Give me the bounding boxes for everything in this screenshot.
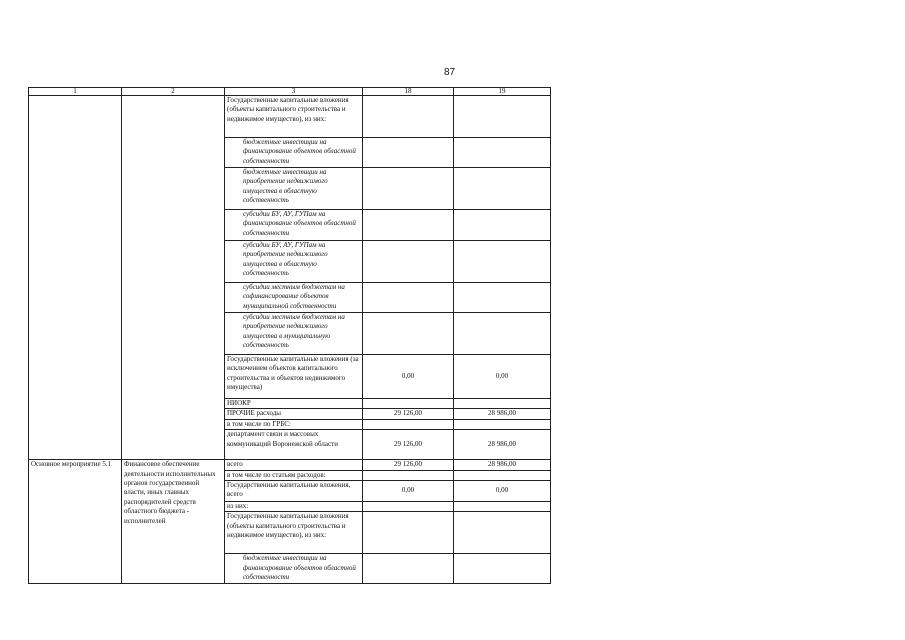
value-18 bbox=[363, 168, 454, 210]
item-cell: Государственные капитальные вложения (объекты капитального строительства и недвижимое имущество), из них: bbox=[225, 96, 363, 138]
value-18 bbox=[363, 241, 454, 283]
item-cell: в том числе по статьям расходов: bbox=[225, 470, 363, 480]
value-19 bbox=[454, 241, 551, 283]
page-number: 87 bbox=[444, 67, 456, 78]
item-cell: всего bbox=[225, 460, 363, 470]
value-18: 29 126,00 bbox=[363, 409, 454, 419]
header-cell: 1 bbox=[29, 88, 122, 96]
value-19 bbox=[454, 168, 551, 210]
value-18 bbox=[363, 512, 454, 554]
item-cell: субсидии местным бюджетам на приобретение недвижимого имущества в муниципальную собственность bbox=[225, 313, 363, 355]
value-19 bbox=[454, 96, 551, 138]
value-19: 28 986,00 bbox=[454, 430, 551, 460]
value-18 bbox=[363, 283, 454, 313]
value-19 bbox=[454, 210, 551, 241]
header-cell: 2 bbox=[122, 88, 225, 96]
col1-cell bbox=[29, 96, 122, 460]
item-cell: НИОКР bbox=[225, 399, 363, 409]
item-cell: субсидии БУ, АУ, ГУПам на финансирование объектов областной собственности bbox=[225, 210, 363, 241]
budget-table bbox=[28, 87, 551, 584]
value-19 bbox=[454, 502, 551, 512]
value-19: 0,00 bbox=[454, 355, 551, 399]
value-18 bbox=[363, 210, 454, 241]
item-cell: бюджетные инвестиции на финансирование объектов областной собственности bbox=[225, 554, 363, 584]
col2-cell bbox=[122, 96, 225, 460]
item-cell: ПРОЧИЕ расходы bbox=[225, 409, 363, 419]
header-row bbox=[29, 88, 551, 96]
value-18 bbox=[363, 502, 454, 512]
header-cell: 3 bbox=[225, 88, 363, 96]
item-cell: субсидии БУ, АУ, ГУПам на приобретение недвижимого имущества в областную собственность bbox=[225, 241, 363, 283]
value-19 bbox=[454, 138, 551, 168]
value-18 bbox=[363, 419, 454, 429]
item-cell: субсидии местным бюджетам на софинансирование объектов муниципальной собственности bbox=[225, 283, 363, 313]
value-19: 28 986,00 bbox=[454, 460, 551, 470]
col2-cell: Финансовое обеспечение деятельности исполнительных органов государственной власти, иных главных распорядителей средств областного бюджета - исполнителей bbox=[122, 460, 225, 584]
value-18 bbox=[363, 96, 454, 138]
item-cell: бюджетные инвестиции на финансирование объектов областной собственности bbox=[225, 138, 363, 168]
value-19 bbox=[454, 399, 551, 409]
value-19 bbox=[454, 470, 551, 480]
value-18: 29 126,00 bbox=[363, 460, 454, 470]
value-18 bbox=[363, 554, 454, 584]
item-cell: бюджетные инвестиции на приобретение недвижимого имущества в областную собственность bbox=[225, 168, 363, 210]
value-19: 0,00 bbox=[454, 481, 551, 502]
table-row bbox=[29, 96, 551, 138]
item-cell: департамент связи и массовых коммуникаций Воронежской области bbox=[225, 430, 363, 460]
value-18 bbox=[363, 470, 454, 480]
value-19 bbox=[454, 283, 551, 313]
value-19 bbox=[454, 554, 551, 584]
value-19 bbox=[454, 419, 551, 429]
header-cell: 18 bbox=[363, 88, 454, 96]
value-19 bbox=[454, 512, 551, 554]
value-18 bbox=[363, 138, 454, 168]
item-cell: Государственные капитальные вложения, всего bbox=[225, 481, 363, 502]
value-18: 0,00 bbox=[363, 481, 454, 502]
value-19 bbox=[454, 313, 551, 355]
col1-cell: Основное мероприятие 5.1 bbox=[29, 460, 122, 584]
value-18 bbox=[363, 399, 454, 409]
item-cell: из них: bbox=[225, 502, 363, 512]
value-18: 29 126,00 bbox=[363, 430, 454, 460]
table-row bbox=[29, 460, 551, 470]
item-cell: Государственные капитальные вложения (за исключением объектов капитального строительства и объектов недвижимого имущества) bbox=[225, 355, 363, 399]
value-18 bbox=[363, 313, 454, 355]
item-cell: Государственные капитальные вложения (объекты капитального строительства и недвижимое имущество), из них: bbox=[225, 512, 363, 554]
value-19: 28 986,00 bbox=[454, 409, 551, 419]
value-18: 0,00 bbox=[363, 355, 454, 399]
item-cell: в том числе по ГРБС: bbox=[225, 419, 363, 429]
header-cell: 19 bbox=[454, 88, 551, 96]
